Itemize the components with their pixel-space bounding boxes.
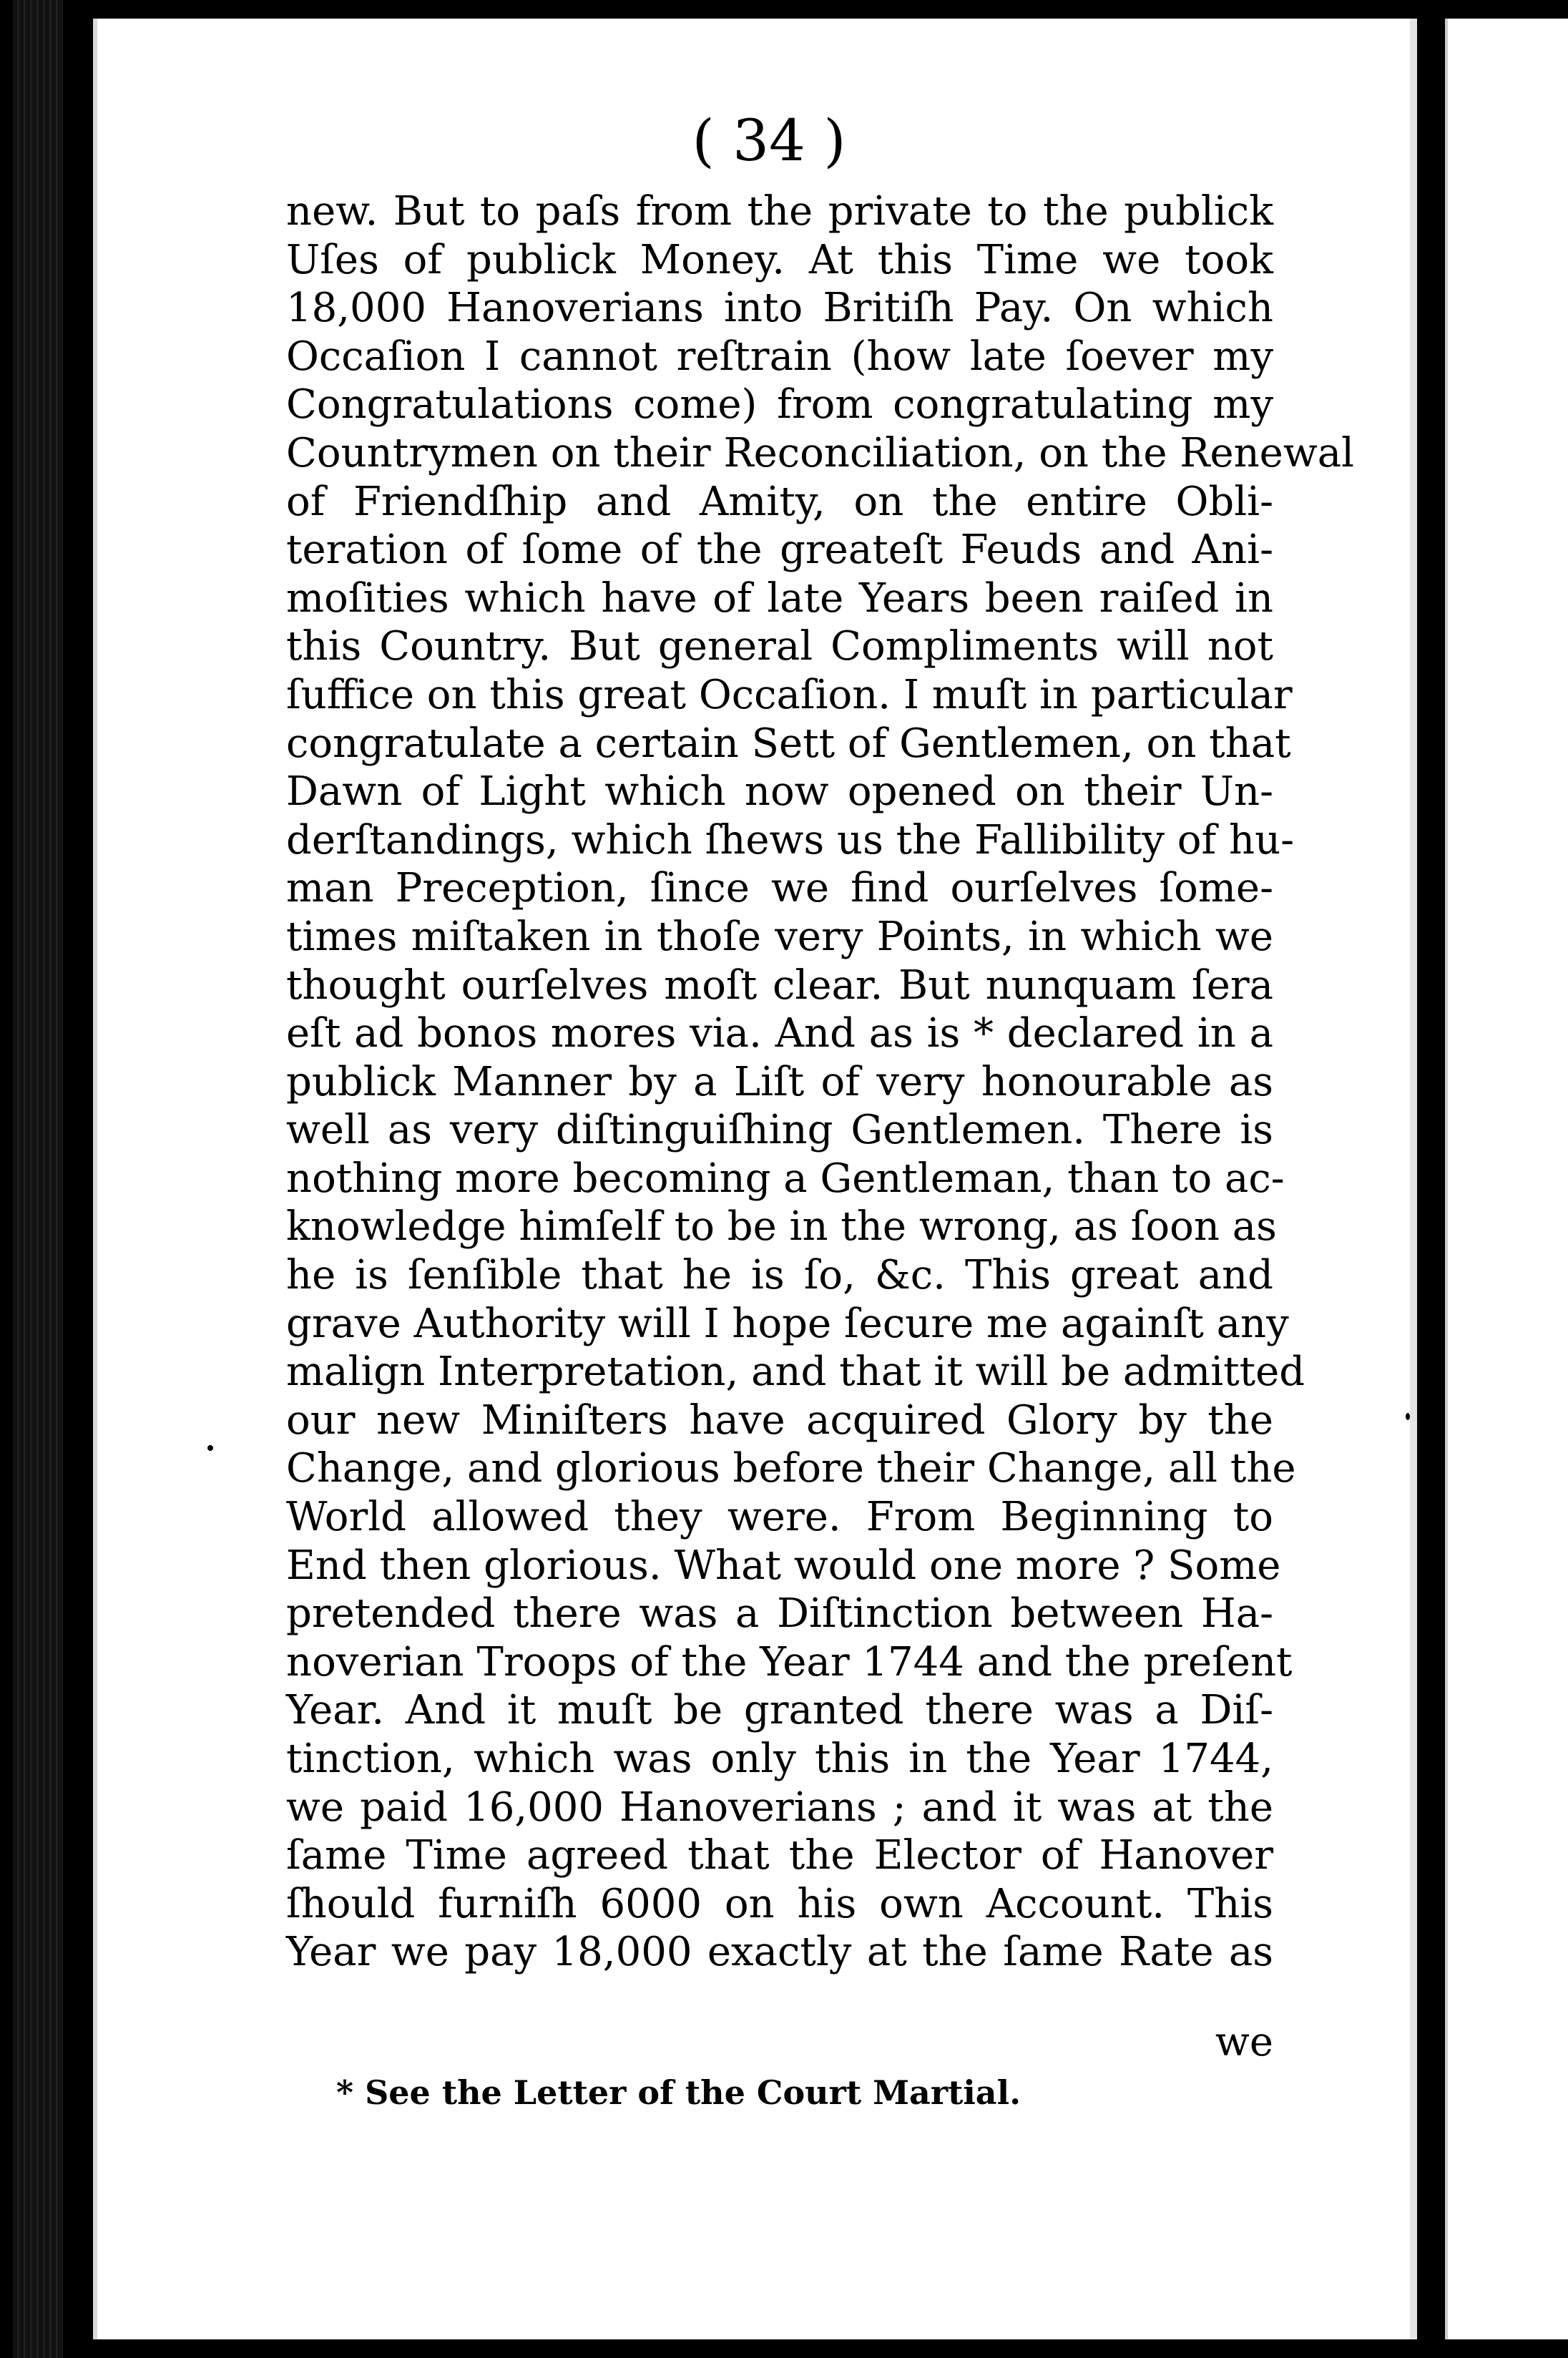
scan-left-edge (0, 0, 93, 2358)
text-line: new. But to paſs from the private to the publick (286, 188, 1273, 235)
page-gutter (1410, 19, 1417, 2339)
text-line: he is ſenſible that he is ſo, &c. This great and (286, 1252, 1273, 1299)
text-line: End then glorious. What would one more ? Some (286, 1542, 1281, 1589)
text-line: Uſes of publick Money. At this Time we took (286, 236, 1273, 283)
text-line: eſt ad bonos mores via. And as is * declared in a (286, 1010, 1273, 1057)
print-speck (207, 1445, 213, 1451)
body-text (286, 187, 1355, 1977)
text-line: Congratulations come) from congratulating my (286, 381, 1273, 429)
text-line: malign Interpretation, and that it will be admitted (286, 1349, 1305, 1396)
text-line: our new Miniſters have acquired Glory by the (286, 1396, 1273, 1444)
page-number: ( 34 ) (692, 107, 846, 174)
text-line: we paid 16,000 Hanoverians ; and it was at the (286, 1784, 1273, 1831)
text-line: ſuffice on this great Occaſion. I muſt in particular (286, 671, 1293, 718)
text-line: ſhould furniſh 6000 on his own Account. This (286, 1880, 1273, 1927)
text-line: congratulate a certain Sett of Gentlemen, on that (286, 720, 1291, 767)
text-line: noverian Troops of the Year 1744 and the preſent (286, 1638, 1293, 1686)
print-speck (1406, 1413, 1410, 1420)
text-line: times miſtaken in thoſe very Points, in which we (286, 913, 1273, 960)
text-line: Countrymen on their Reconciliation, on the Renewal (286, 429, 1355, 476)
text-line: pretended there was a Diſtinction between Ha- (286, 1590, 1273, 1638)
text-line: this Country. But general Compliments will not (286, 623, 1273, 670)
text-line: Change, and glorious before their Change, all the (286, 1445, 1296, 1492)
text-line: well as very diſtinguiſhing Gentlemen. There is (286, 1107, 1273, 1154)
footnote: * See the Letter of the Court Martial. (336, 2073, 1021, 2112)
text-line: man Preception, ſince we find ourſelves ſome- (286, 865, 1273, 912)
catchword: we (1215, 2019, 1273, 2065)
text-line: grave Authority will I hope ſecure me againſt any (286, 1300, 1289, 1347)
text-line: moſities which have of late Years been raiſed in (286, 574, 1273, 622)
text-line: World allowed they were. From Beginning to (286, 1494, 1273, 1541)
text-line: teration of ſome of the greateſt Feuds and Ani- (286, 527, 1273, 574)
text-line: ſame Time agreed that the Elector of Hanover (286, 1832, 1273, 1879)
text-line: 18,000 Hanoverians into Britiſh Pay. On which (286, 285, 1273, 332)
text-line: Year we pay 18,000 exactly at the ſame Rate as (286, 1929, 1273, 1976)
book-spine-shadow (13, 0, 63, 2358)
facing-page-edge (1445, 19, 1568, 2339)
text-line: nothing more becoming a Gentleman, than to ac- (286, 1155, 1285, 1202)
text-line: Year. And it muſt be granted there was a Diſ- (286, 1687, 1273, 1734)
text-line: knowledge himſelf to be in the wrong, as ſoon as (286, 1203, 1277, 1251)
text-line: tinction, which was only this in the Year 1744, (286, 1736, 1273, 1782)
text-line: of Friendſhip and Amity, on the entire Obli- (286, 478, 1273, 525)
text-line: publick Manner by a Liſt of very honourable as (286, 1058, 1273, 1105)
text-line: Occaſion I cannot reſtrain (how late ſoever my (286, 333, 1273, 380)
text-line: thought ourſelves moſt clear. But nunquam ſera (286, 962, 1273, 1009)
text-line: derſtandings, which ſhews us the Fallibility of hu- (286, 816, 1295, 864)
text-line: Dawn of Light which now opened on their Un- (286, 768, 1273, 816)
